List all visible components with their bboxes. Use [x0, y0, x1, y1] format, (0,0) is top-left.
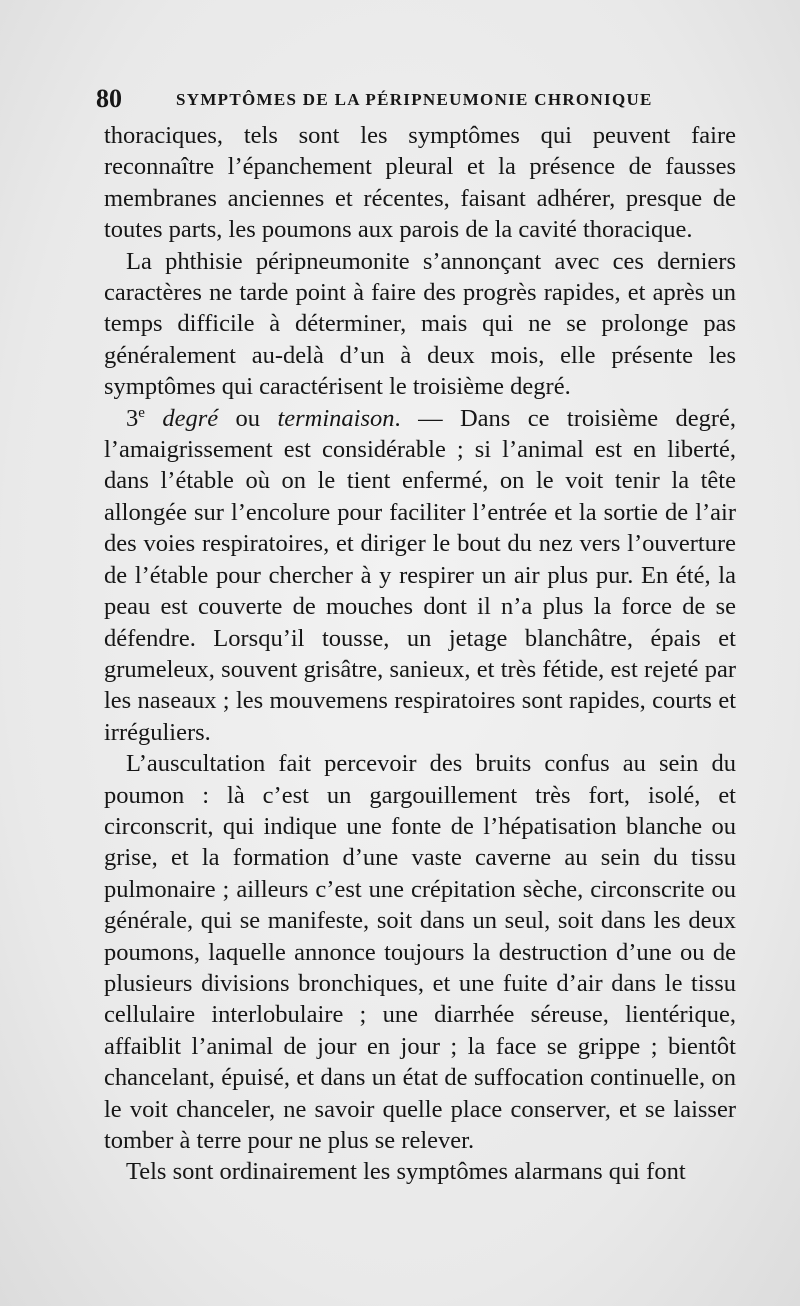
paragraph-text: L’auscultation fait percevoir des bruits confus au sein du poumon : là c’est un gargouillement très fort, isolé, et circonscrit, qui indique une fonte de l’hépatisation blanche ou grise, et la formation d’une vaste caverne au sein du tissu pulmonaire ; ailleurs c’est une crépitation sèche, circonscrite ou générale, qui se manifeste, soit dans un seul, soit dans les deux poumons, laquelle annonce toujours la destruction d’une ou de plusieurs divisions bronchiques, et une fuite d’air dans le tissu cellulaire interlobulaire ; une diarrhée séreuse, lientérique, affaiblit l’animal de jour en jour ; la face se grippe ; bientôt chancelant, épuisé, et dans un état de suffocation continuelle, on le voit chanceler, ne savoir quelle place conserver, et se laisser tomber à terre pour ne plus se relever.: [104, 750, 736, 1154]
connector-ou: ou: [218, 404, 278, 432]
paragraph-final-line: [104, 1156, 736, 1187]
paragraph-text: La phthisie péripneumonite s’annonçant avec ces derniers caractères ne tarde point à faire des progrès rapides, et après un temps difficile à déterminer, mais qui ne se prolonge pas généralement au-delà d’un à deux mois, elle présente les symptômes qui caractérisent le troisième degré.: [104, 247, 736, 401]
italic-degre: degré: [162, 404, 219, 432]
paragraph-text: thoraciques, tels sont les symptômes qui peuvent faire reconnaître l’épanchement pleural et la présence de fausses membranes anciennes et récentes, faisant adhérer, presque de toutes parts, les poumons aux parois de la cavité thoracique.: [104, 122, 736, 244]
body-text: [104, 120, 736, 1188]
page-header: [96, 78, 748, 118]
italic-terminaison: terminaison: [277, 404, 395, 432]
paragraph-text: . — Dans ce troisième degré, l’amaigrissement est considérable ; si l’animal est en liberté, dans l’étable où on le tient enfermé, on le voit tenir la tête allongée sur l’encolure pour faciliter l’entrée et la sortie de l’air des voies respiratoires, et diriger le bout du nez vers l’ouverture de l’étable pour chercher à y respirer un air plus pur. En été, la peau est couverte de mouches dont il n’a plus la force de se défendre. Lorsqu’il tousse, un jetage blanchâtre, épais et grumeleux, souvent grisâtre, sanieux, et très fétide, est rejeté par les naseaux ; les mouvemens respiratoires sont rapides, courts et irréguliers.: [104, 404, 737, 746]
degree-superscript: e: [138, 404, 145, 421]
paragraph-third-degree: [104, 403, 736, 748]
paragraph-text: Tels sont ordinairement les symptômes alarmans qui font: [126, 1158, 686, 1186]
running-title: SYMPTÔMES DE LA PÉRIPNEUMONIE CHRONIQUE: [176, 90, 653, 109]
paragraph-phthisie: [104, 246, 736, 403]
paragraph-auscultation: [104, 748, 736, 1156]
degree-number: 3: [126, 404, 139, 432]
page-number: 80: [96, 84, 122, 113]
paragraph-continuation: [104, 120, 736, 246]
